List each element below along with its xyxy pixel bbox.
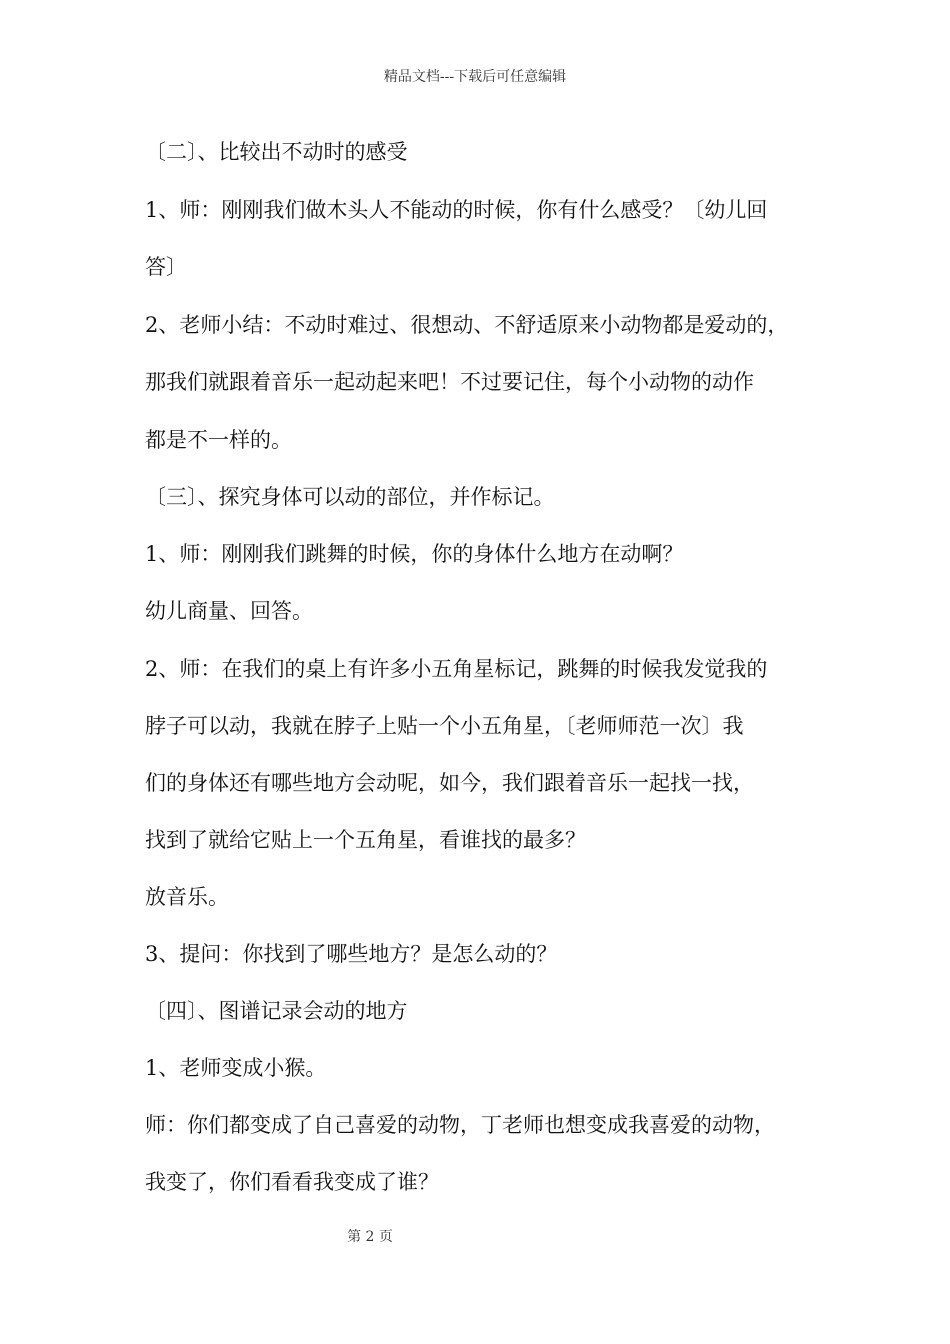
paragraph-line: 2、师：在我们的桌上有许多小五角星标记，跳舞的时候我发觉我的 bbox=[145, 657, 768, 681]
paragraph-line: 幼儿商量、回答。 bbox=[145, 599, 313, 623]
paragraph-line: 脖子可以动，我就在脖子上贴一个小五角星，〔老师师范一次〕我 bbox=[145, 714, 744, 738]
paragraph-line: 1、老师变成小猴。 bbox=[145, 1056, 327, 1080]
paragraph-line: 师：你们都变成了自己喜爱的动物，丁老师也想变成我喜爱的动物， bbox=[145, 1113, 775, 1137]
paragraph-line: 找到了就给它贴上一个五角星，看谁找的最多？ bbox=[145, 828, 586, 852]
section-heading-3: 〔三〕、探究身体可以动的部位，并作标记。 bbox=[145, 485, 555, 509]
paragraph-line: 1、师：刚刚我们做木头人不能动的时候，你有什么感受？〔幼儿回 bbox=[145, 198, 768, 222]
paragraph-line: 们的身体还有哪些地方会动呢，如今，我们跟着音乐一起找一找， bbox=[145, 771, 754, 795]
paragraph-line: 那我们就跟着音乐一起动起来吧！不过要记住，每个小动物的动作 bbox=[145, 370, 754, 394]
paragraph-line: 答〕 bbox=[145, 255, 187, 279]
paragraph-line: 1、师：刚刚我们跳舞的时候，你的身体什么地方在动啊？ bbox=[145, 542, 684, 566]
paragraph-line: 都是不一样的。 bbox=[145, 428, 292, 452]
paragraph-line: 2、老师小结：不动时难过、很想动、不舒适原来小动物都是爱动的， bbox=[145, 313, 789, 337]
page-number: 第 2 页 bbox=[347, 1229, 393, 1245]
section-heading-4: 〔四〕、图谱记录会动的地方 bbox=[145, 999, 408, 1023]
section-heading-2: 〔二〕、比较出不动时的感受 bbox=[145, 140, 408, 164]
paragraph-line: 我变了，你们看看我变成了谁？ bbox=[145, 1170, 439, 1194]
page-header: 精品文档---下载后可任意编辑 bbox=[383, 69, 567, 85]
paragraph-line: 放音乐。 bbox=[145, 885, 229, 909]
paragraph-line: 3、提问：你找到了哪些地方？是怎么动的？ bbox=[145, 942, 558, 966]
